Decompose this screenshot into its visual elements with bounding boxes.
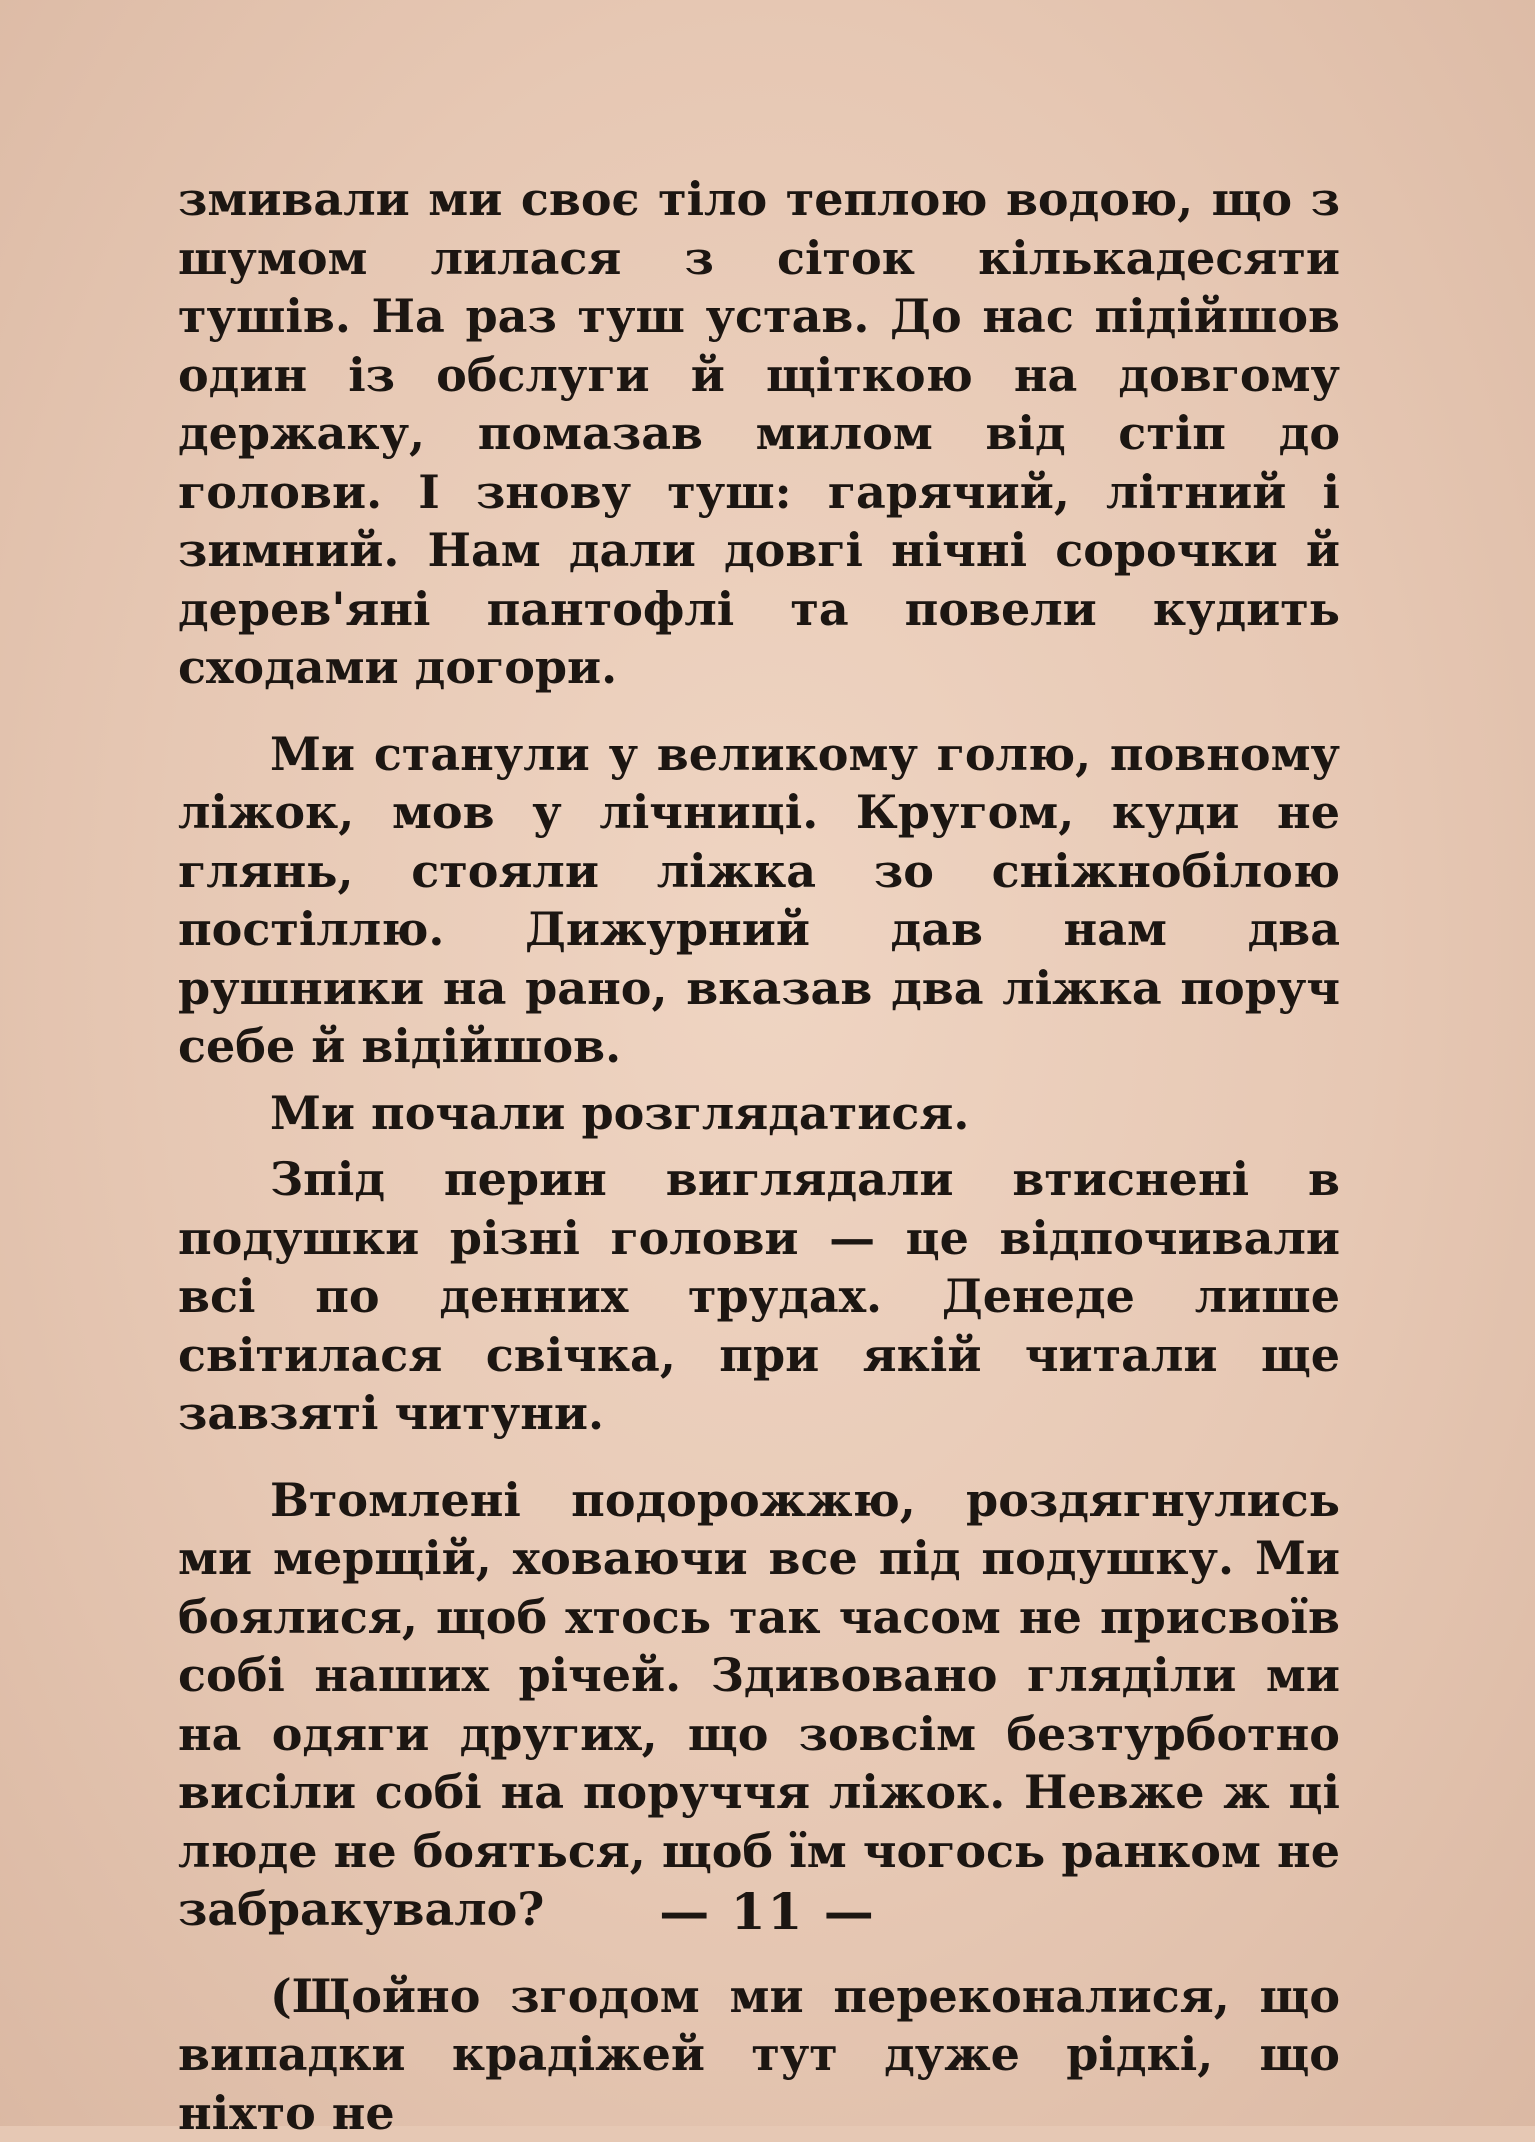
page-number: — 11 —	[0, 1882, 1535, 1941]
paragraph-1: змивали ми своє тіло теплою водою, що з шумом лилася з сіток кількадесяти тушів. На раз туш устав. До нас підійшов один із обслуги й щіткою на довгому держаку, помазав милом від стіп до голови. І знову туш: гарячий, літний і зимний. Нам дали довгі нічні сорочки й дерев'яні пантофлі та повели кудить сходами догори.	[178, 170, 1340, 697]
paragraph-4: Зпід перин виглядали втиснені в подушки різні голови — це відпочивали всі по денних трудах. Денеде лише світилася свічка, при якій читали ще завзяті читуни.	[178, 1150, 1340, 1443]
paragraph-3: Ми почали розглядатися.	[178, 1084, 1340, 1143]
paragraph-6: (Щойно згодом ми переконалися, що випадки крадіжей тут дуже рідкі, що ніхто не	[178, 1967, 1340, 2142]
paragraph-2: Ми станули у великому голю, повному ліжок, мов у лічниці. Кругом, куди не глянь, стояли ліжка зо сніжнобілою постіллю. Дижурний дав нам два рушники на рано, вказав два ліжка поруч себе й відійшов.	[178, 725, 1340, 1076]
paragraph-5: Втомлені подорожжю, роздягнулись ми мерщій, ховаючи все під подушку. Ми боялися, щоб хтось так часом не присвоїв собі наших річей. Здивовано гляділи ми на одяги других, що зовсім безтурботно висіли собі на поруччя ліжок. Невже ж ці люде не бояться, щоб їм чогось ранком не забракувало?	[178, 1471, 1340, 1939]
page-body-text	[178, 170, 1340, 2142]
